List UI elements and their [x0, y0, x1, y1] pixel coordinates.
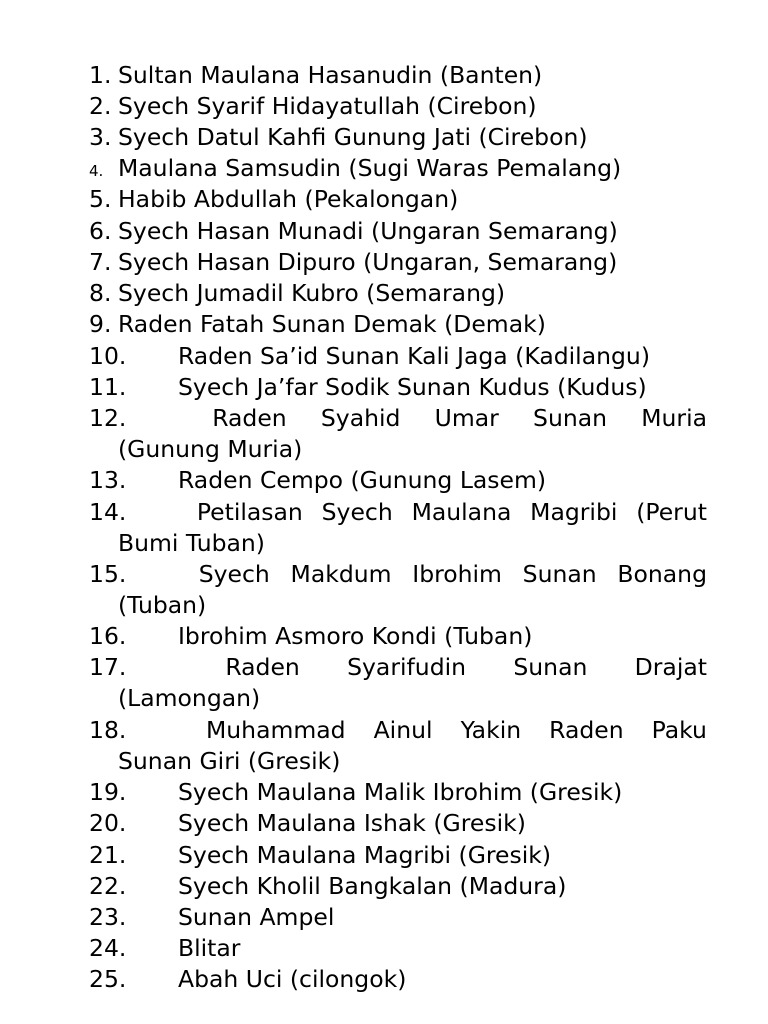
item-number: 20.	[89, 809, 127, 837]
list-item	[89, 309, 707, 340]
list-item	[89, 91, 707, 122]
item-continuation: (Gunung Muria)	[118, 435, 303, 463]
item-word: Magribi	[530, 498, 618, 526]
justified-line	[89, 559, 707, 590]
item-word: Sunan	[513, 653, 588, 681]
item-text: Maulana Samsudin (Sugi Waras Pemalang)	[118, 154, 622, 182]
list-item	[89, 403, 707, 465]
list-item	[89, 715, 707, 777]
item-text: Ibrohim Asmoro Kondi (Tuban)	[178, 622, 533, 650]
list-item	[89, 497, 707, 559]
list-item	[89, 652, 707, 714]
item-text: Raden Cempo (Gunung Lasem)	[178, 466, 547, 494]
list-item	[89, 216, 707, 247]
item-text: Syech Maulana Malik Ibrohim (Gresik)	[178, 778, 623, 806]
item-word: Petilasan	[196, 498, 303, 526]
item-number: 9.	[89, 310, 112, 338]
list-item	[89, 247, 707, 278]
item-word: Bonang	[617, 560, 707, 588]
item-word: Ainul	[373, 716, 433, 744]
item-word: Maulana	[411, 498, 512, 526]
item-number: 25.	[89, 965, 127, 993]
item-text: Syech Ja’far Sodik Sunan Kudus (Kudus)	[178, 373, 647, 401]
item-number: 18.	[89, 716, 127, 744]
item-number: 14.	[89, 498, 127, 526]
list-item	[89, 153, 707, 184]
item-text: Blitar	[178, 934, 241, 962]
list-item	[89, 777, 707, 808]
item-number: 24.	[89, 934, 127, 962]
item-text: Sultan Maulana Hasanudin (Banten)	[118, 61, 543, 89]
list-item	[89, 465, 707, 496]
item-number: 2.	[89, 92, 112, 120]
item-word: Muria	[641, 404, 707, 432]
item-number: 15.	[89, 560, 127, 588]
item-text: Syech Datul Kahfi Gunung Jati (Cirebon)	[118, 123, 588, 151]
list-item	[89, 933, 707, 964]
item-number: 5.	[89, 185, 112, 213]
item-word: Raden	[212, 404, 287, 432]
list-item	[89, 372, 707, 403]
item-word: Makdum	[290, 560, 392, 588]
justified-line	[89, 497, 707, 528]
item-word: Sunan	[533, 404, 608, 432]
list-item	[89, 122, 707, 153]
justified-line	[89, 403, 707, 434]
item-continuation: Sunan Giri (Gresik)	[118, 747, 341, 775]
item-number: 19.	[89, 778, 127, 806]
list-item	[89, 278, 707, 309]
item-word: Syech	[198, 560, 270, 588]
item-continuation: Bumi Tuban)	[118, 529, 265, 557]
item-number: 23.	[89, 903, 127, 931]
list-item	[89, 60, 707, 91]
item-continuation: (Tuban)	[118, 591, 207, 619]
item-word: Muhammad	[206, 716, 346, 744]
item-number: 12.	[89, 404, 127, 432]
item-number: 22.	[89, 872, 127, 900]
item-word: (Perut	[636, 498, 707, 526]
item-text: Syech Kholil Bangkalan (Madura)	[178, 872, 567, 900]
item-number: 4.	[89, 162, 104, 180]
item-number: 6.	[89, 217, 112, 245]
item-word: Sunan	[522, 560, 597, 588]
list-item	[89, 840, 707, 871]
item-word: Umar	[434, 404, 499, 432]
item-word: Raden	[225, 653, 300, 681]
item-text: Sunan Ampel	[178, 903, 335, 931]
item-word: Syahid	[320, 404, 401, 432]
list-item	[89, 184, 707, 215]
list-item	[89, 341, 707, 372]
item-text: Syech Maulana Ishak (Gresik)	[178, 809, 526, 837]
item-number: 21.	[89, 841, 127, 869]
list-item	[89, 964, 707, 995]
list-item	[89, 559, 707, 621]
item-word: Paku	[651, 716, 707, 744]
item-text: Raden Fatah Sunan Demak (Demak)	[118, 310, 546, 338]
item-text: Habib Abdullah (Pekalongan)	[118, 185, 459, 213]
item-text: Raden Sa’id Sunan Kali Jaga (Kadilangu)	[178, 342, 650, 370]
list-item	[89, 621, 707, 652]
item-word: Ibrohim	[412, 560, 502, 588]
item-text: Syech Jumadil Kubro (Semarang)	[118, 279, 506, 307]
item-number: 10.	[89, 342, 127, 370]
justified-line	[89, 652, 707, 683]
item-word: Syech	[321, 498, 393, 526]
item-number: 8.	[89, 279, 112, 307]
item-text: Syech Hasan Dipuro (Ungaran, Semarang)	[118, 248, 618, 276]
item-text: Abah Uci (cilongok)	[178, 965, 407, 993]
item-number: 17.	[89, 653, 127, 681]
justified-line	[89, 715, 707, 746]
item-number: 13.	[89, 466, 127, 494]
item-number: 11.	[89, 373, 127, 401]
item-word: Yakin	[460, 716, 522, 744]
item-number: 7.	[89, 248, 112, 276]
item-number: 3.	[89, 123, 112, 151]
item-word: Raden	[549, 716, 624, 744]
item-number: 16.	[89, 622, 127, 650]
item-number: 1.	[89, 61, 112, 89]
item-word: Syarifudin	[347, 653, 467, 681]
list-item	[89, 902, 707, 933]
item-continuation: (Lamongan)	[118, 684, 261, 712]
list-item	[89, 808, 707, 839]
item-text: Syech Maulana Magribi (Gresik)	[178, 841, 552, 869]
item-text: Syech Hasan Munadi (Ungaran Semarang)	[118, 217, 618, 245]
list-item	[89, 871, 707, 902]
item-text: Syech Syarif Hidayatullah (Cirebon)	[118, 92, 537, 120]
item-word: Drajat	[634, 653, 707, 681]
